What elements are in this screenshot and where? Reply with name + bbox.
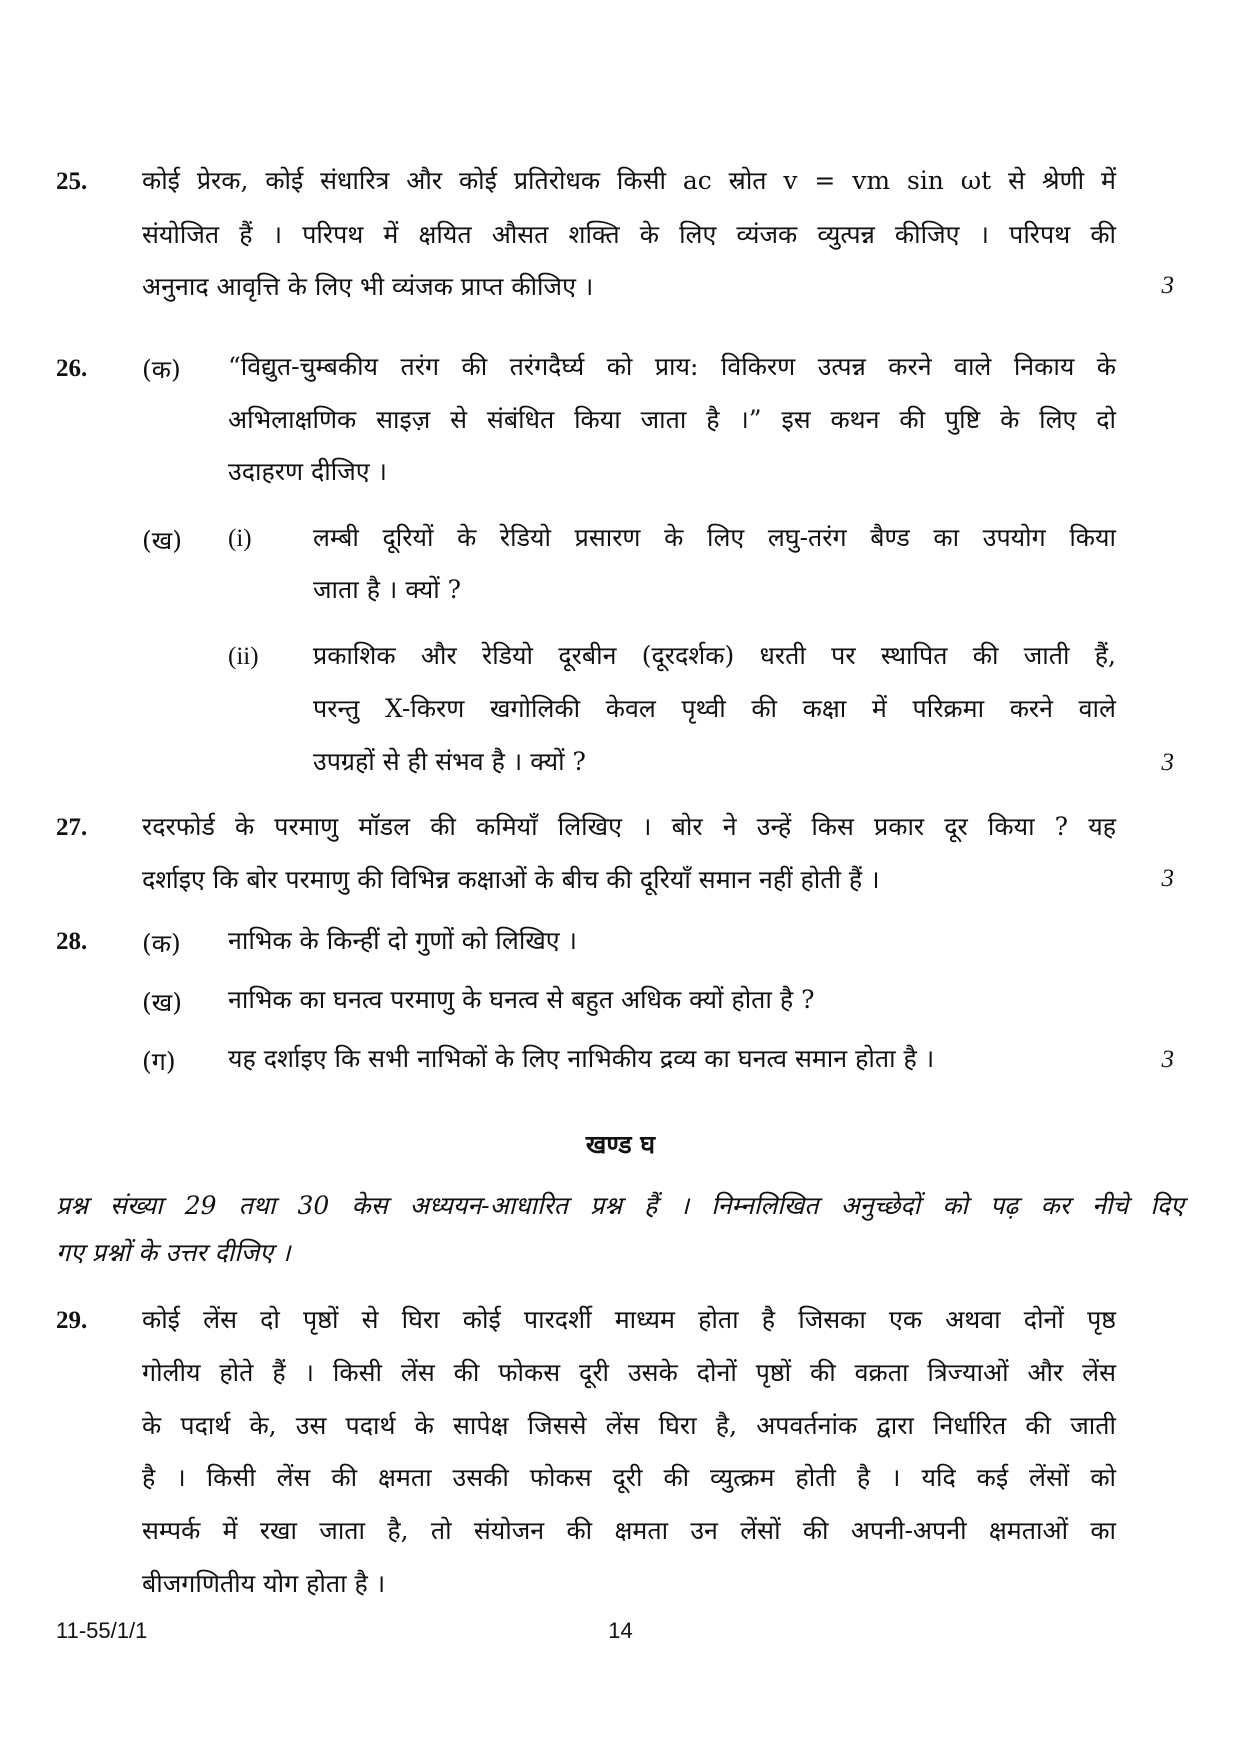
section-instruction-line-2: गए प्रश्नों के उत्तर दीजिए । xyxy=(56,1238,291,1267)
q25-line-2: संयोजित हैं । परिपथ में क्षयित औसत शक्ति के लिए व्यंजक व्युत्पन्न कीजिए । परिपथ की xyxy=(142,220,1116,249)
question-number-29: 29. xyxy=(56,1307,88,1334)
q28-part-c-text: यह दर्शाइए कि सभी नाभिकों के लिए नाभिकीय द्रव्य का घनत्व समान होता है । xyxy=(228,1044,935,1073)
question-number-25: 25. xyxy=(56,168,88,195)
page-number: 14 xyxy=(608,1618,633,1643)
q26-part-b-ii-line-3: उपग्रहों से ही संभव है । क्यों ? xyxy=(313,747,586,776)
q29-line-1: कोई लेंस दो पृष्ठों से घिरा कोई पारदर्शी माध्यम होता है जिसका एक अथवा दोनों पृष्ठ xyxy=(142,1305,1116,1334)
q28-part-a-label: (क) xyxy=(142,929,181,958)
q26-part-b-i-line-1: लम्बी दूरियों के रेडियो प्रसारण के लिए लघु-तरंग बैण्ड का उपयोग किया xyxy=(313,523,1116,552)
paper-code: 11-55/1/1 xyxy=(56,1618,148,1643)
q28-part-b-label: (ख) xyxy=(142,988,182,1017)
q25-line-1: कोई प्रेरक, कोई संधारित्र और कोई प्रतिरोधक किसी ac स्रोत v = vm sin ωt से श्रेणी में xyxy=(142,166,1116,195)
question-number-26: 26. xyxy=(56,355,88,382)
section-instruction-line-1: प्रश्न संख्या 29 तथा 30 केस अध्ययन-आधारित प्रश्न हैं । निम्नलिखित अनुच्छेदों को पढ़ कर नीचे दिए xyxy=(56,1191,1184,1220)
q26-part-b-ii-label: (ii) xyxy=(228,643,259,670)
q29-line-5: सम्पर्क में रखा जाता है, तो संयोजन की क्षमता उन लेंसों की अपनी-अपनी क्षमताओं का xyxy=(142,1516,1116,1545)
q27-line-2: दर्शाइए कि बोर परमाणु की विभिन्न कक्षाओं के बीच की दूरियाँ समान नहीं होती हैं । xyxy=(142,865,880,894)
q25-marks: 3 xyxy=(1161,272,1174,299)
q26-part-b-label: (ख) xyxy=(142,526,182,555)
question-number-28: 28. xyxy=(56,928,88,955)
q26-part-b-i-label: (i) xyxy=(228,525,252,552)
q28-part-c-label: (ग) xyxy=(142,1047,176,1076)
q27-marks: 3 xyxy=(1161,865,1174,892)
q26-part-b-i-line-2: जाता है । क्यों ? xyxy=(313,575,462,604)
q29-line-3: के पदार्थ के, उस पदार्थ के सापेक्ष जिससे लेंस घिरा है, अपवर्तनांक द्वारा निर्धारित की जाती xyxy=(142,1411,1116,1440)
q29-line-6: बीजगणितीय योग होता है । xyxy=(142,1569,386,1598)
q26-part-a-line-3: उदाहरण दीजिए । xyxy=(228,457,387,486)
q26-part-b-ii-line-1: प्रकाशिक और रेडियो दूरबीन (दूरदर्शक) धरती पर स्थापित की जाती हैं, xyxy=(313,641,1116,670)
q26-part-b-ii-line-2: परन्तु X-किरण खगोलिकी केवल पृथ्वी की कक्षा में परिक्रमा करने वाले xyxy=(313,694,1116,723)
q27-line-1: रदरफोर्ड के परमाणु मॉडल की कमियाँ लिखिए । बोर ने उन्हें किस प्रकार दूर किया ? यह xyxy=(142,812,1116,841)
q26-part-a-label: (क) xyxy=(142,355,181,384)
question-number-27: 27. xyxy=(56,814,88,841)
q26-marks: 3 xyxy=(1161,749,1174,776)
q28-part-a-text: नाभिक के किन्हीं दो गुणों को लिखिए । xyxy=(228,926,578,955)
q28-marks: 3 xyxy=(1161,1046,1174,1073)
q29-line-4: है । किसी लेंस की क्षमता उसकी फोकस दूरी की व्युत्क्रम होती है । यदि कई लेंसों को xyxy=(142,1463,1116,1492)
q26-part-a-line-2: अभिलाक्षणिक साइज़ से संबंधित किया जाता है ।” इस कथन की पुष्टि के लिए दो xyxy=(228,405,1116,434)
q25-line-3: अनुनाद आवृत्ति के लिए भी व्यंजक प्राप्त कीजिए । xyxy=(142,272,594,301)
q26-part-a-line-1: “विद्युत-चुम्बकीय तरंग की तरंगदैर्घ्य को प्राय: विकिरण उत्पन्न करने वाले निकाय के xyxy=(228,352,1116,381)
section-heading: खण्ड घ xyxy=(585,1130,656,1159)
q28-part-b-text: नाभिक का घनत्व परमाणु के घनत्व से बहुत अधिक क्यों होता है ? xyxy=(228,985,815,1014)
q29-line-2: गोलीय होते हैं । किसी लेंस की फोकस दूरी उसके दोनों पृष्ठों की वक्रता त्रिज्याओं और लेंस xyxy=(142,1358,1116,1387)
